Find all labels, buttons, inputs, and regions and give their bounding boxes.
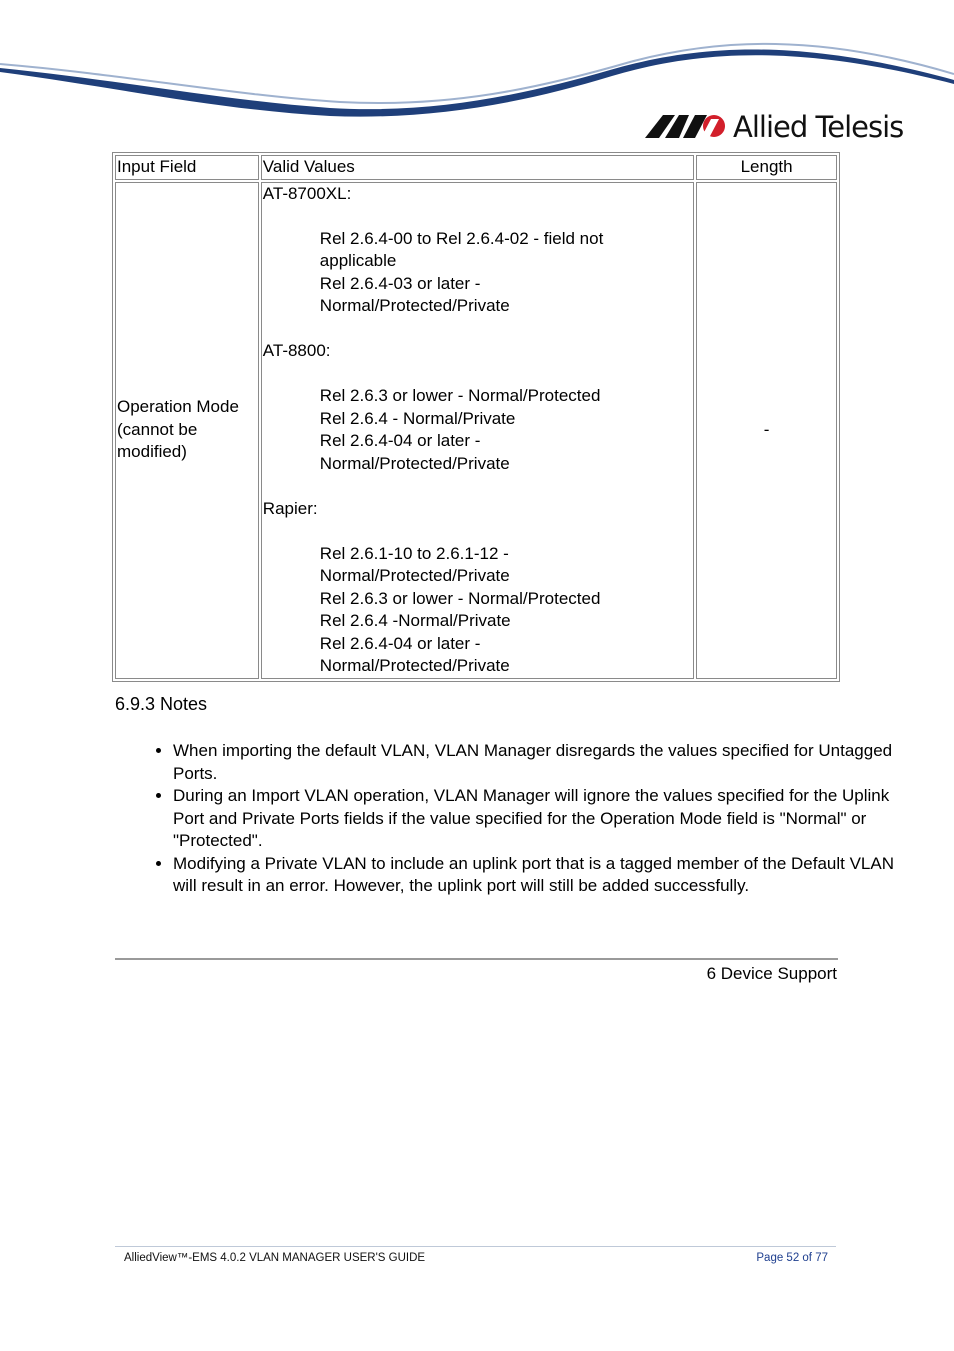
- list-item: • During an Import VLAN operation, VLAN Manager will ignore the values specified for the Uplink Port and Private Ports fields if the value specified for the Operation Mode field is "Normal" or "Protected".: [173, 785, 898, 853]
- input-field-line: Operation Mode: [117, 397, 239, 417]
- device-group-title: AT-8800:: [262, 341, 331, 360]
- list-item: • When importing the default VLAN, VLAN Manager disregards the values specified for Untagged Ports.: [173, 740, 898, 785]
- release-line: Rel 2.6.4 - Normal/Private: [319, 408, 516, 428]
- column-header-input-field: Input Field: [115, 155, 259, 180]
- chapter-label: 6 Device Support: [706, 964, 837, 983]
- release-line: Normal/Protected/Private: [319, 453, 510, 473]
- valid-values-cell: [261, 182, 694, 679]
- device-group: [263, 183, 692, 318]
- allied-telesis-logo: [645, 108, 905, 146]
- allied-telesis-logo-mark-icon: [645, 113, 725, 139]
- release-line: Rel 2.6.3 or lower - Normal/Protected: [319, 588, 601, 608]
- device-group-title: AT-8700XL:: [262, 183, 352, 203]
- table-row: [115, 182, 837, 679]
- release-line: Normal/Protected/Private: [319, 296, 510, 315]
- release-line: Rel 2.6.1-10 to 2.6.1-12 -: [319, 543, 509, 563]
- section-divider: [115, 958, 838, 960]
- spec-table: [112, 152, 840, 682]
- footer-doc-title: AlliedView™-EMS 4.0.2 VLAN MANAGER USER'S GUIDE: [124, 1252, 426, 1264]
- notes-list: [115, 740, 898, 898]
- release-line: Rel 2.6.4-03 or later -: [319, 273, 481, 293]
- section-heading: 6.9.3 Notes: [115, 694, 208, 714]
- release-line: Rel 2.6.4-04 or later -: [319, 431, 481, 450]
- release-line: Rel 2.6.4-00 to Rel 2.6.4-02 - field not: [319, 228, 604, 248]
- column-header-length: Length: [696, 155, 837, 180]
- release-line: applicable: [319, 251, 397, 270]
- input-field-cell: [115, 182, 259, 679]
- column-header-valid-values: Valid Values: [261, 155, 694, 180]
- input-field-line: (cannot be: [117, 419, 198, 439]
- list-item: • Modifying a Private VLAN to include an uplink port that is a tagged member of the Default VLAN will result in an error. However, the uplink port will still be added successfully.: [173, 853, 898, 898]
- length-cell: -: [696, 182, 837, 679]
- device-group-title: Rapier:: [262, 498, 318, 518]
- footer-divider: [115, 1246, 836, 1247]
- release-line: Rel 2.6.4-04 or later -: [319, 633, 481, 653]
- release-line: Normal/Protected/Private: [319, 656, 510, 675]
- release-line: Rel 2.6.3 or lower - Normal/Protected: [319, 386, 601, 405]
- footer-page-number: Page 52 of 77: [756, 1252, 828, 1264]
- release-line: Normal/Protected/Private: [319, 566, 510, 585]
- device-group: [263, 340, 692, 475]
- device-group: [263, 498, 692, 678]
- logo-wordmark: Allied Telesis: [733, 110, 904, 144]
- release-line: Rel 2.6.4 -Normal/Private: [319, 611, 511, 630]
- input-field-line: modified): [117, 442, 187, 462]
- table-header-row: [115, 155, 837, 180]
